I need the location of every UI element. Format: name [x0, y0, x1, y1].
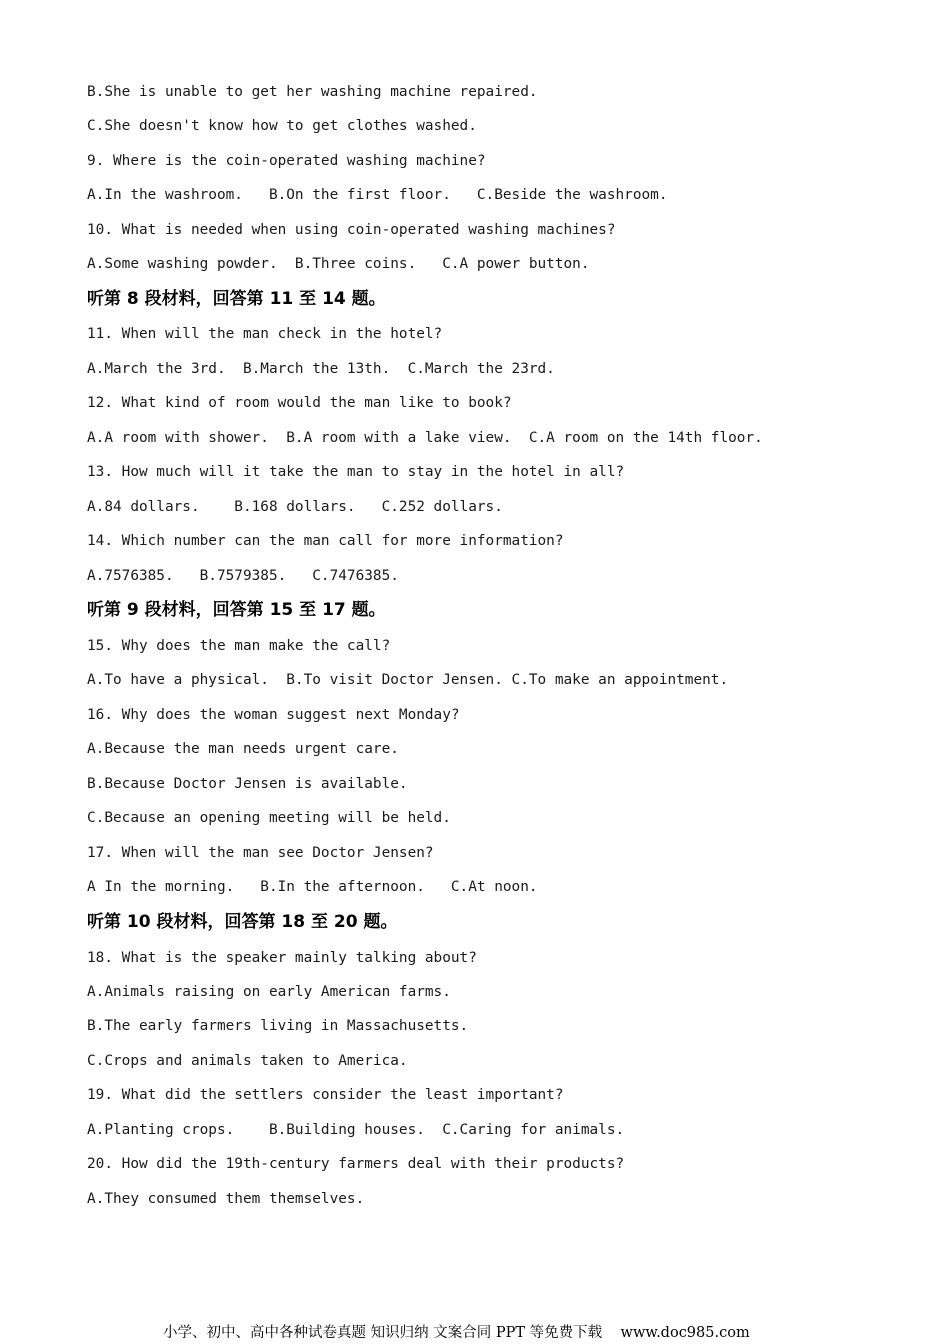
answer-options: A.To have a physical. B.To visit Doctor Jensen. C.To make an appointment.	[87, 672, 729, 688]
question-text: 17. When will the man see Doctor Jensen?	[87, 845, 434, 861]
section-heading: 听第 10 段材料，回答第 18 至 20 题。	[87, 912, 398, 932]
question-text: 9. Where is the coin-operated washing machine?	[87, 153, 486, 169]
answer-options: B.She is unable to get her washing machine repaired.	[87, 84, 538, 100]
question-text: 18. What is the speaker mainly talking about?	[87, 950, 477, 966]
answer-options: A.Because the man needs urgent care.	[87, 741, 399, 757]
answer-options: A.A room with shower. B.A room with a lake view. C.A room on the 14th floor.	[87, 430, 763, 446]
question-text: 20. How did the 19th-century farmers deal with their products?	[87, 1156, 625, 1172]
question-text: 16. Why does the woman suggest next Monday?	[87, 707, 460, 723]
question-text: 12. What kind of room would the man like to book?	[87, 395, 512, 411]
section-heading: 听第 8 段材料，回答第 11 至 14 题。	[87, 289, 386, 309]
question-text: 14. Which number can the man call for more information?	[87, 533, 564, 549]
question-text: 19. What did the settlers consider the least important?	[87, 1087, 564, 1103]
answer-options: B.Because Doctor Jensen is available.	[87, 776, 408, 792]
answer-options: B.The early farmers living in Massachusetts.	[87, 1018, 469, 1034]
answer-options: A.7576385. B.7579385. C.7476385.	[87, 568, 399, 584]
answer-options: A.84 dollars. B.168 dollars. C.252 dollars.	[87, 499, 503, 515]
answer-options: A.They consumed them themselves.	[87, 1191, 365, 1207]
answer-options: A In the morning. B.In the afternoon. C.At noon.	[87, 879, 538, 895]
answer-options: C.Crops and animals taken to America.	[87, 1053, 408, 1069]
answer-options: A.March the 3rd. B.March the 13th. C.March the 23rd.	[87, 361, 555, 377]
answer-options: C.She doesn't know how to get clothes washed.	[87, 118, 477, 134]
answer-options: C.Because an opening meeting will be held.	[87, 810, 451, 826]
question-text: 13. How much will it take the man to stay in the hotel in all?	[87, 464, 625, 480]
footer-banner: 小学、初中、高中各种试卷真题 知识归纳 文案合同 PPT 等免费下载 www.doc985.com	[163, 1325, 750, 1341]
answer-options: A.Animals raising on early American farms.	[87, 984, 451, 1000]
question-text: 15. Why does the man make the call?	[87, 638, 391, 654]
answer-options: A.Some washing powder. B.Three coins. C.A power button.	[87, 256, 590, 272]
answer-options: A.Planting crops. B.Building houses. C.Caring for animals.	[87, 1122, 625, 1138]
question-text: 10. What is needed when using coin-operated washing machines?	[87, 222, 616, 238]
section-heading: 听第 9 段材料，回答第 15 至 17 题。	[87, 600, 386, 620]
answer-options: A.In the washroom. B.On the first floor. C.Beside the washroom.	[87, 187, 668, 203]
question-text: 11. When will the man check in the hotel?	[87, 326, 443, 342]
